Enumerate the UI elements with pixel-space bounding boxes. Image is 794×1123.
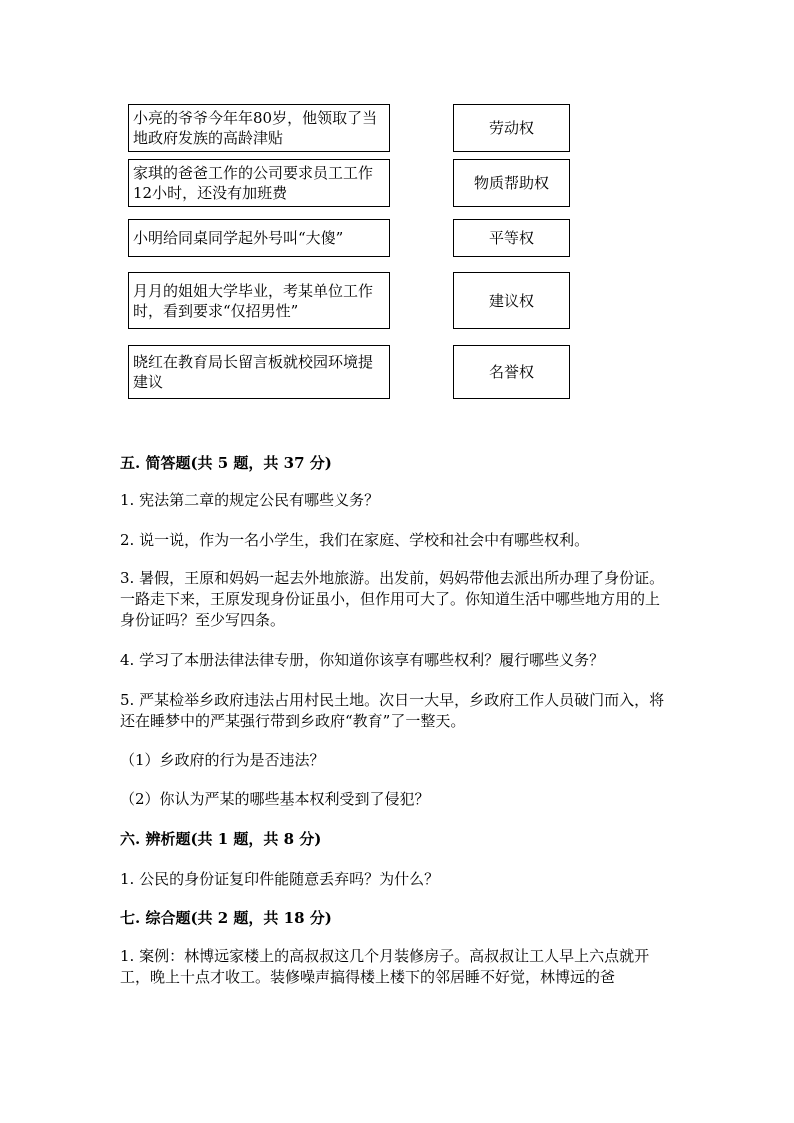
section6-question-1: 1. 公民的身份证复印件能随意丢弃吗？为什么？ [120, 870, 440, 888]
match-right-text: 劳动权 [488, 119, 534, 137]
section5-question-2: 2. 说一说，作为一名小学生，我们在家庭、学校和社会中有哪些权利。 [120, 531, 590, 549]
match-right-2 [453, 159, 570, 207]
section5-question-5-sub-1: （1）乡政府的行为是否违法？ [120, 751, 325, 769]
section5-question-4: 4. 学习了本册法律法律专册，你知道你该享有哪些权利？履行哪些义务？ [120, 651, 605, 669]
match-left-text: 家琪的爸爸工作的公司要求员工工作12小时，还没有加班费 [133, 164, 374, 202]
section7-title: 七. 综合题(共 2 题，共 18 分) [120, 909, 332, 927]
match-right-text: 物质帮助权 [473, 174, 549, 192]
match-left-5 [128, 345, 390, 399]
match-left-text: 小明给同桌同学起外号叫“大傻” [133, 229, 344, 247]
match-right-3 [453, 219, 570, 257]
section5-question-5-sub-2: （2）你认为严某的哪些基本权利受到了侵犯？ [120, 790, 430, 808]
match-right-text: 平等权 [488, 229, 534, 247]
match-left-text: 小亮的爷爷今年年80岁，他领取了当地政府发族的高龄津贴 [133, 109, 378, 147]
match-right-4 [453, 272, 570, 329]
section6-title: 六. 辨析题(共 1 题，共 8 分) [120, 830, 322, 848]
match-right-1 [453, 104, 570, 152]
section5-question-5: 5. 严某检举乡政府违法占用村民土地。次日一大早，乡政府工作人员破门而入，将还在睡梦中的严某强行带到乡政府“教育”了一整天。 [120, 691, 665, 730]
match-left-2 [128, 159, 390, 207]
match-right-text: 名誉权 [488, 363, 534, 381]
match-left-text: 月月的姐姐大学毕业，考某单位工作时，看到要求“仅招男性” [133, 281, 374, 320]
section5-title: 五. 简答题(共 5 题，共 37 分) [120, 454, 332, 472]
section5-question-1: 1. 宪法第二章的规定公民有哪些义务？ [120, 491, 380, 509]
section5-question-3: 3. 暑假，王原和妈妈一起去外地旅游。出发前，妈妈带他去派出所办理了身份证。一路走下来，王原发现身份证虽小，但作用可大了。你知道生活中哪些地方用的上身份证吗？至少写四条。 [120, 569, 665, 629]
match-left-3 [128, 219, 390, 257]
section7-question-1: 1. 案例：林博远家楼上的高叔叔这几个月装修房子。高叔叔让工人早上六点就开工，晚上十点才收工。装修噪声搞得楼上楼下的邻居睡不好觉，林博远的爸 [120, 947, 650, 986]
match-right-5 [453, 345, 570, 399]
match-left-text: 晓红在教育局长留言板就校园环境提建议 [133, 353, 374, 391]
match-left-1 [128, 104, 390, 152]
match-left-4 [128, 272, 390, 329]
match-right-text: 建议权 [488, 291, 534, 310]
